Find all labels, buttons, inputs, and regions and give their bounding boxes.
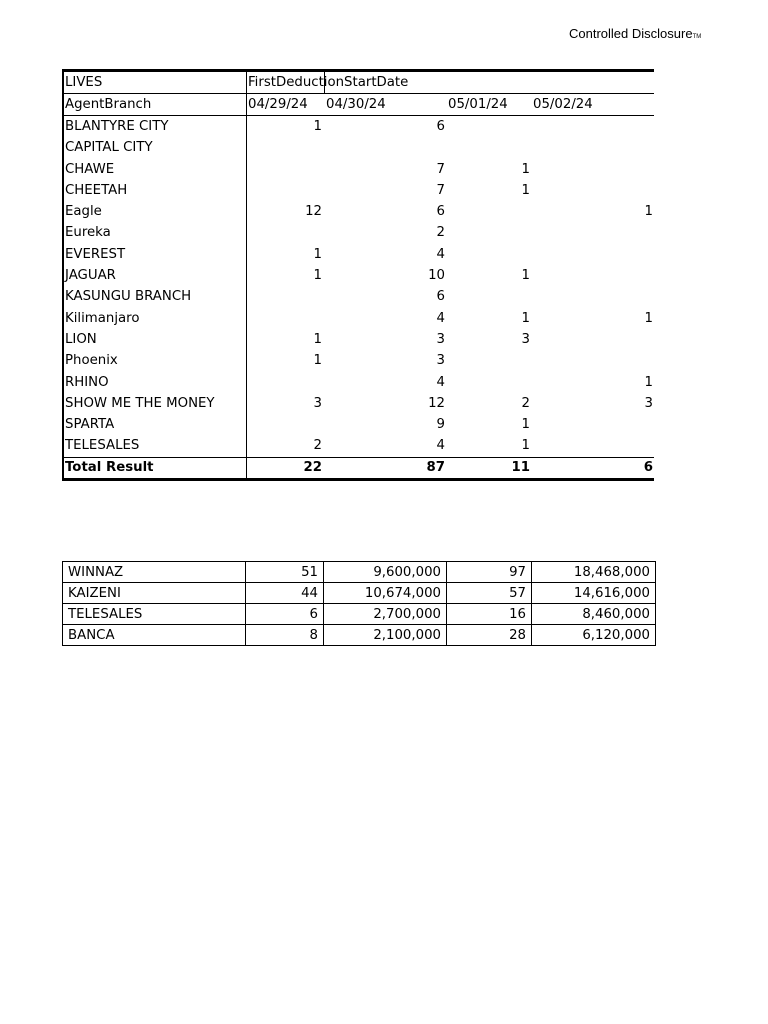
summary-value: 10,674,000 bbox=[324, 583, 447, 604]
summary-value: 97 bbox=[447, 562, 532, 583]
summary-row bbox=[63, 625, 656, 646]
lives-count: 1 bbox=[313, 119, 322, 134]
summary-value: 16 bbox=[447, 604, 532, 625]
branch-name: JAGUAR bbox=[65, 268, 116, 284]
lives-count: 1 bbox=[313, 268, 322, 284]
table-row bbox=[64, 308, 654, 329]
lives-count: 3 bbox=[436, 331, 445, 347]
table-row bbox=[64, 414, 654, 435]
summary-value: 44 bbox=[246, 583, 324, 604]
lives-count: 12 bbox=[305, 204, 322, 220]
lives-count: 9 bbox=[436, 417, 445, 433]
lives-count: 2 bbox=[313, 438, 322, 454]
date-header: 04/29/24 bbox=[248, 97, 308, 112]
lives-count: 3 bbox=[644, 395, 653, 411]
table-row bbox=[64, 159, 654, 180]
lives-count: 3 bbox=[521, 331, 530, 347]
branch-name: CHEETAH bbox=[65, 182, 128, 198]
summary-row bbox=[63, 604, 656, 625]
total-label: Total Result bbox=[65, 459, 154, 475]
lives-count: 6 bbox=[436, 289, 445, 305]
summary-value: 18,468,000 bbox=[532, 562, 656, 583]
total-value: 6 bbox=[643, 459, 653, 475]
lives-count: 2 bbox=[521, 395, 530, 411]
lives-count: 7 bbox=[436, 182, 445, 198]
branch-name: Eureka bbox=[65, 225, 111, 241]
lives-count: 3 bbox=[313, 395, 322, 411]
summary-value: 8 bbox=[246, 625, 324, 646]
table-row bbox=[64, 393, 654, 414]
branch-name: KASUNGU BRANCH bbox=[65, 289, 192, 305]
lives-count: 1 bbox=[521, 438, 530, 454]
summary-value: 2,700,000 bbox=[324, 604, 447, 625]
lives-count: 1 bbox=[313, 353, 322, 369]
branch-name: EVEREST bbox=[65, 246, 126, 262]
table-row bbox=[64, 435, 654, 456]
branch-name: CHAWE bbox=[65, 161, 115, 177]
branch-name: Eagle bbox=[65, 204, 102, 220]
summary-body bbox=[63, 562, 656, 646]
lives-count: 10 bbox=[428, 268, 445, 284]
lives-count: 6 bbox=[436, 204, 445, 220]
lives-count: 1 bbox=[521, 182, 530, 198]
summary-value: 28 bbox=[447, 625, 532, 646]
branch-name: TELESALES bbox=[65, 438, 140, 454]
summary-value: 2,100,000 bbox=[324, 625, 447, 646]
lives-count: 1 bbox=[313, 246, 322, 262]
lives-count: 4 bbox=[436, 246, 445, 262]
date-header: 05/02/24 bbox=[533, 97, 593, 112]
table-row bbox=[64, 286, 654, 307]
table-row bbox=[64, 350, 654, 371]
lives-count: 1 bbox=[521, 310, 530, 326]
lives-pivot-table bbox=[62, 69, 654, 481]
lives-count: 7 bbox=[436, 161, 445, 177]
lives-count: 1 bbox=[313, 331, 322, 347]
lives-count: 4 bbox=[436, 310, 445, 326]
column-field-label: FirstDeductionStartDate bbox=[248, 75, 409, 90]
summary-value: 9,600,000 bbox=[324, 562, 447, 583]
table-row bbox=[64, 372, 654, 393]
summary-value: 8,460,000 bbox=[532, 604, 656, 625]
branch-name: BLANTYRE CITY bbox=[65, 119, 169, 134]
lives-count: 3 bbox=[436, 353, 445, 369]
branch-name: CAPITAL CITY bbox=[65, 140, 153, 156]
lives-count: 1 bbox=[521, 268, 530, 284]
pivot-body bbox=[64, 116, 654, 457]
branch-name: Phoenix bbox=[65, 353, 118, 369]
corner-label: LIVES bbox=[65, 75, 103, 90]
table-row bbox=[64, 116, 654, 137]
controlled-disclosure-label bbox=[569, 26, 701, 41]
summary-value: 6,120,000 bbox=[532, 625, 656, 646]
summary-value: 14,616,000 bbox=[532, 583, 656, 604]
table-row bbox=[64, 329, 654, 350]
lives-count: 4 bbox=[436, 438, 445, 454]
total-value: 11 bbox=[511, 459, 530, 475]
pivot-header-row bbox=[64, 72, 654, 94]
branch-name: Kilimanjaro bbox=[65, 310, 140, 326]
table-row bbox=[64, 244, 654, 265]
table-row bbox=[64, 137, 654, 158]
table-row bbox=[64, 265, 654, 286]
branch-name: RHINO bbox=[65, 374, 109, 390]
table-row bbox=[64, 180, 654, 201]
summary-value: 51 bbox=[246, 562, 324, 583]
disclosure-text: Controlled Disclosure bbox=[569, 26, 693, 41]
table-row bbox=[64, 222, 654, 243]
lives-count: 1 bbox=[644, 310, 653, 326]
lives-count: 4 bbox=[436, 374, 445, 390]
summary-team-name: TELESALES bbox=[63, 604, 246, 625]
lives-count: 6 bbox=[436, 119, 445, 134]
total-row bbox=[64, 457, 654, 478]
lives-count: 1 bbox=[521, 417, 530, 433]
lives-count: 1 bbox=[644, 374, 653, 390]
total-value: 87 bbox=[426, 459, 445, 475]
summary-row bbox=[63, 562, 656, 583]
summary-value: 6 bbox=[246, 604, 324, 625]
lives-count: 12 bbox=[428, 395, 445, 411]
lives-count: 1 bbox=[644, 204, 653, 220]
total-value: 22 bbox=[303, 459, 322, 475]
row-field-label: AgentBranch bbox=[65, 97, 152, 112]
summary-team-name: KAIZENI bbox=[63, 583, 246, 604]
table-row bbox=[64, 201, 654, 222]
summary-team-name: WINNAZ bbox=[63, 562, 246, 583]
summary-team-name: BANCA bbox=[63, 625, 246, 646]
summary-value: 57 bbox=[447, 583, 532, 604]
date-header: 04/30/24 bbox=[326, 97, 386, 112]
summary-table bbox=[62, 561, 656, 646]
branch-name: SPARTA bbox=[65, 417, 115, 433]
date-header: 05/01/24 bbox=[448, 97, 508, 112]
lives-count: 1 bbox=[521, 161, 530, 177]
lives-count: 2 bbox=[436, 225, 445, 241]
trademark-mark: TM bbox=[692, 34, 702, 40]
summary-row bbox=[63, 583, 656, 604]
pivot-date-header-row bbox=[64, 94, 654, 116]
branch-name: SHOW ME THE MONEY bbox=[65, 395, 215, 411]
branch-name: LION bbox=[65, 331, 97, 347]
